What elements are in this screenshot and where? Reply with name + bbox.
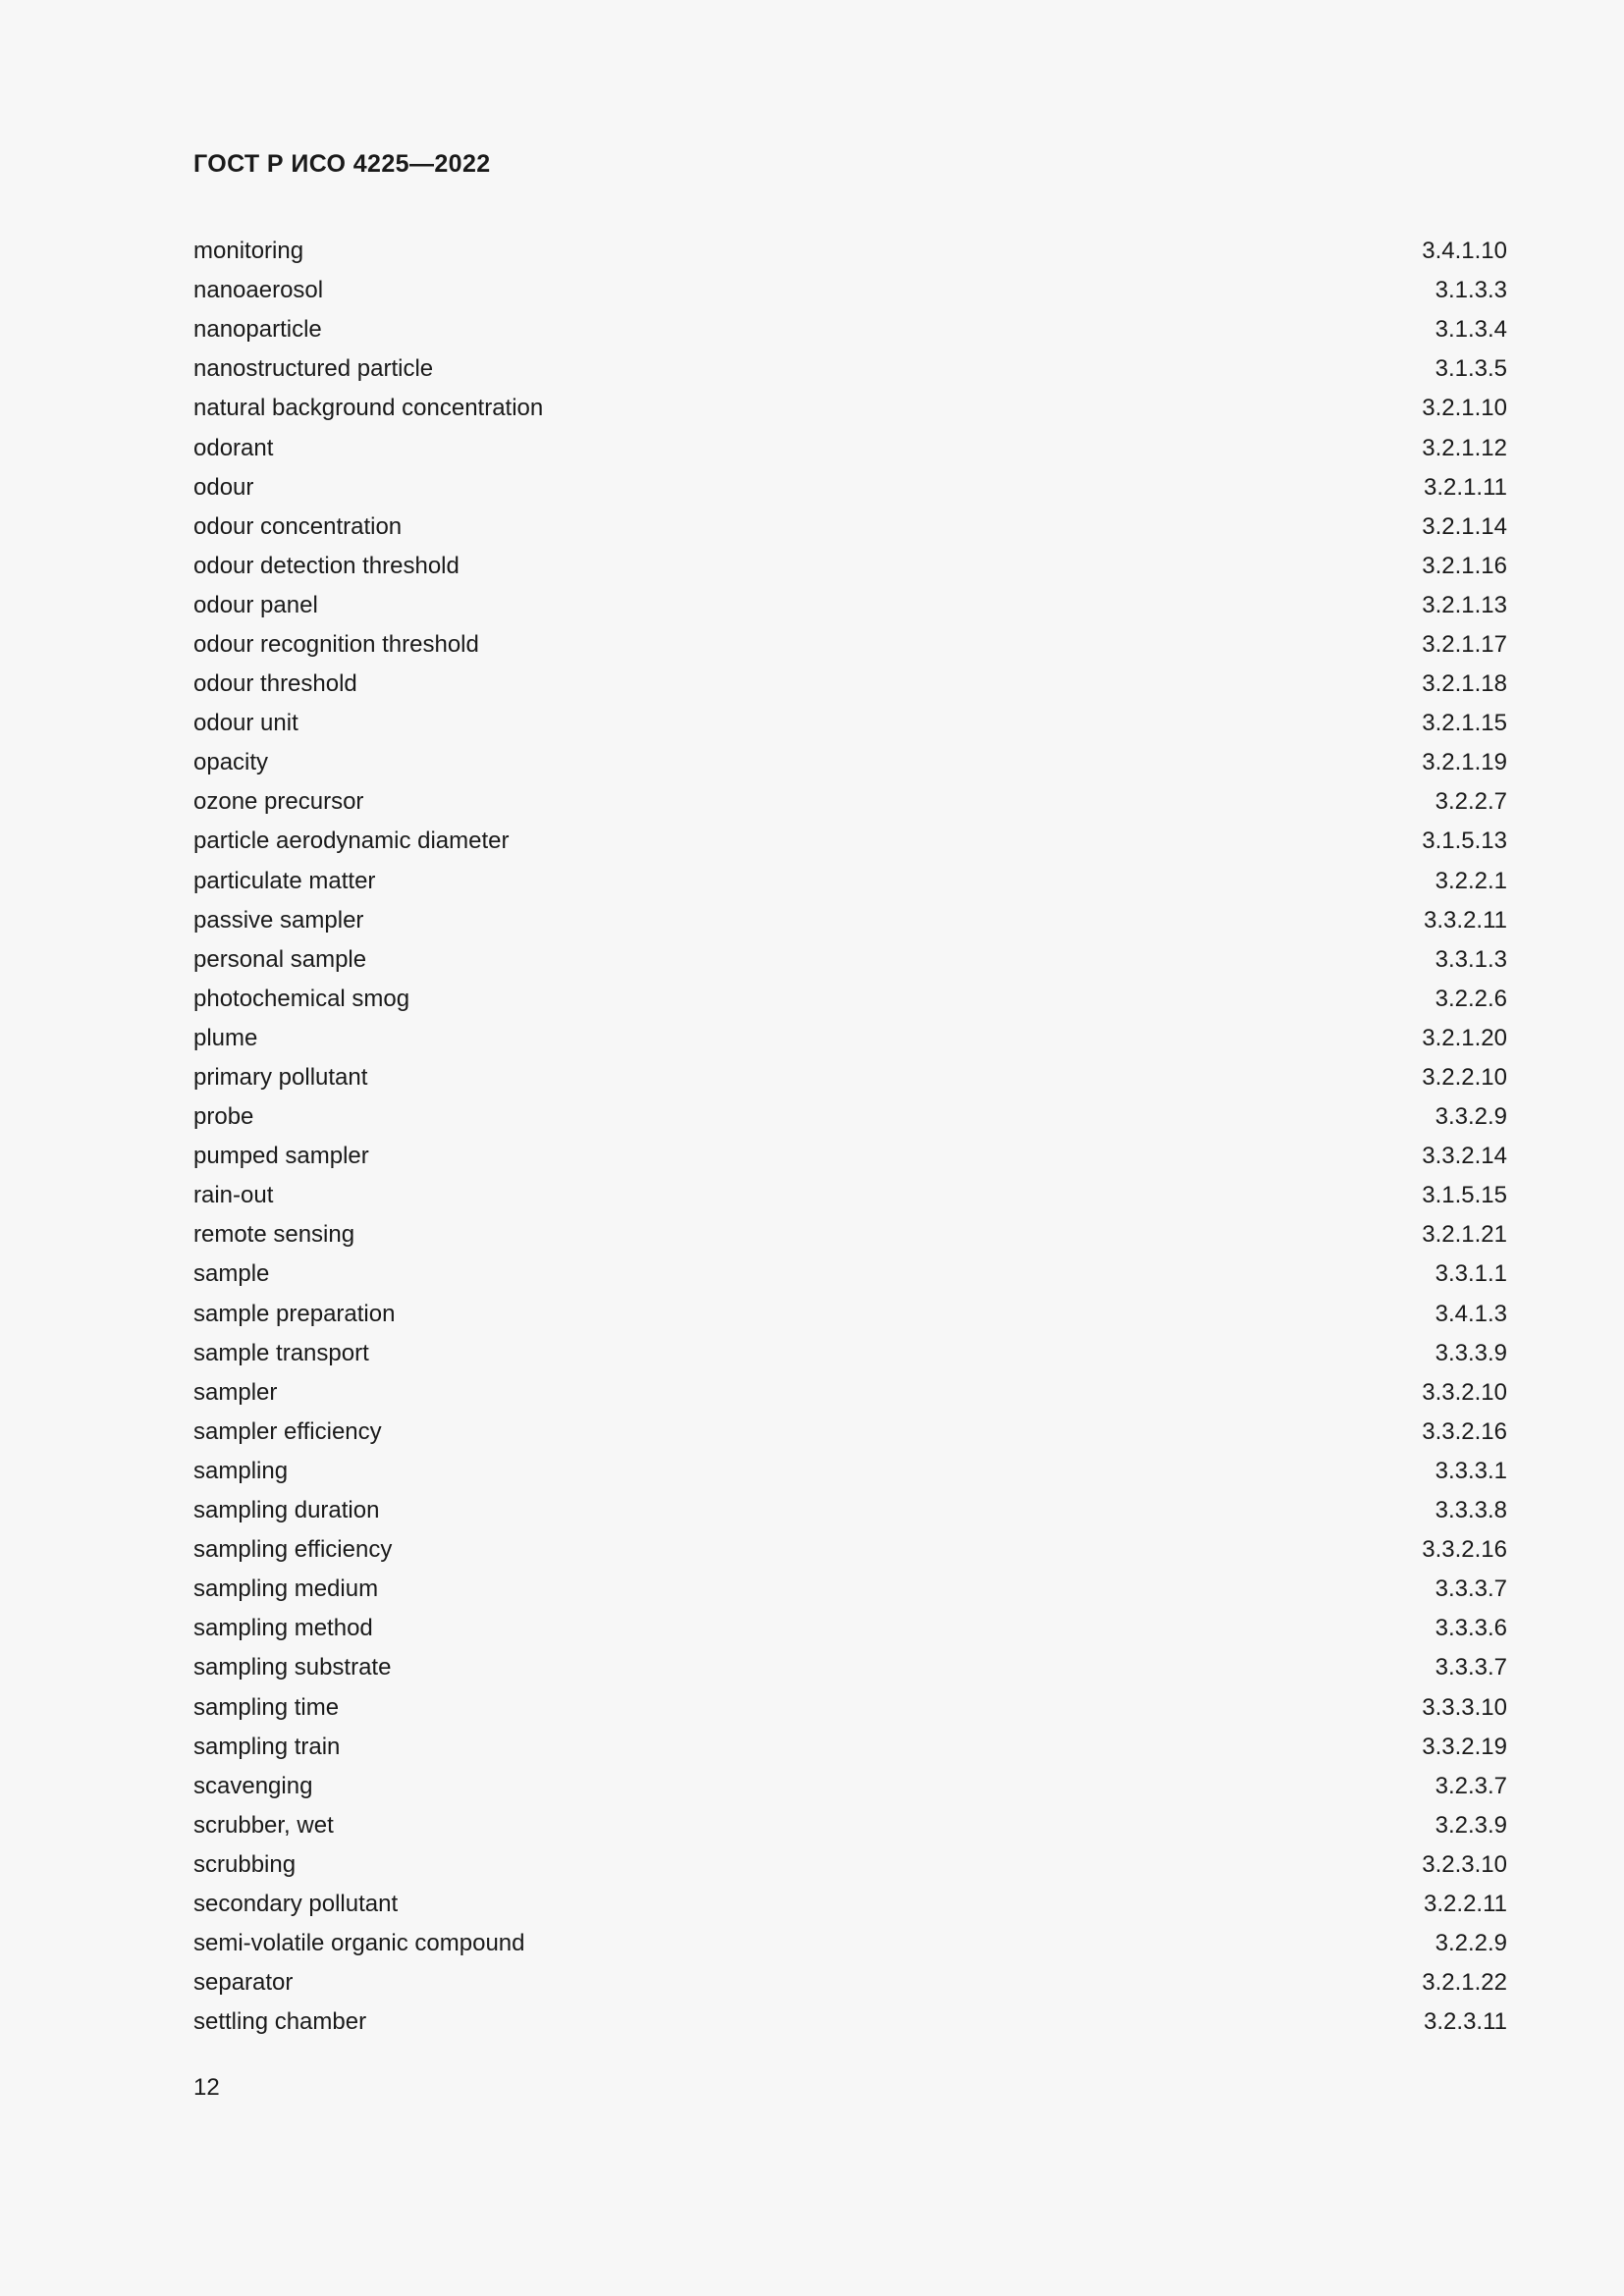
index-section-reference: 3.2.2.11: [1424, 1890, 1507, 1917]
index-section-reference: 3.3.2.19: [1422, 1733, 1507, 1760]
index-section-reference: 3.3.3.7: [1435, 1654, 1507, 1682]
index-entry: [193, 1963, 1507, 2002]
index-entry: [193, 665, 1507, 704]
index-section-reference: 3.3.2.10: [1422, 1378, 1507, 1406]
index-term: plume: [193, 1024, 258, 1051]
index-section-reference: 3.3.3.8: [1435, 1497, 1507, 1524]
index-entry: [193, 349, 1507, 389]
index-term: odour unit: [193, 710, 298, 737]
index-section-reference: 3.2.2.10: [1422, 1064, 1507, 1092]
index-entry: [193, 428, 1507, 467]
index-entry: [193, 1019, 1507, 1058]
index-section-reference: 3.2.2.6: [1435, 985, 1507, 1012]
index-entry: [193, 901, 1507, 940]
index-term: sampler efficiency: [193, 1417, 382, 1445]
index-section-reference: 3.2.1.13: [1422, 591, 1507, 618]
index-entry: [193, 625, 1507, 665]
index-section-reference: 3.2.1.20: [1422, 1024, 1507, 1051]
index-section-reference: 3.3.1.1: [1435, 1260, 1507, 1288]
index-entry: [193, 1885, 1507, 1924]
index-section-reference: 3.2.2.1: [1435, 867, 1507, 894]
index-section-reference: 3.2.1.18: [1422, 670, 1507, 698]
index-term: odorant: [193, 434, 274, 461]
index-term: scavenging: [193, 1772, 313, 1799]
index-entry: [193, 1530, 1507, 1570]
index-term: odour detection threshold: [193, 552, 460, 579]
index-entry: [193, 1845, 1507, 1885]
index-entry: [193, 2002, 1507, 2042]
index-term: sample: [193, 1260, 270, 1288]
index-entry: [193, 1137, 1507, 1176]
index-section-reference: 3.3.2.16: [1422, 1536, 1507, 1564]
index-entry: [193, 1413, 1507, 1452]
index-term: odour threshold: [193, 670, 357, 698]
index-section-reference: 3.3.3.9: [1435, 1339, 1507, 1366]
index-section-reference: 3.2.2.7: [1435, 788, 1507, 816]
index-section-reference: 3.2.1.16: [1422, 552, 1507, 579]
index-term: sampling train: [193, 1733, 341, 1760]
index-entry: [193, 782, 1507, 822]
index-section-reference: 3.3.1.3: [1435, 945, 1507, 973]
index-entry: [193, 389, 1507, 428]
index-term: photochemical smog: [193, 985, 410, 1012]
index-entry: [193, 940, 1507, 980]
index-entry: [193, 1609, 1507, 1648]
index-entry: [193, 1924, 1507, 1963]
index-entry: [193, 1097, 1507, 1137]
index-term: sampling duration: [193, 1497, 380, 1524]
index-term: sampling method: [193, 1615, 373, 1642]
index-term: rain-out: [193, 1182, 274, 1209]
index-entry: [193, 1687, 1507, 1727]
index-section-reference: 3.2.1.14: [1422, 512, 1507, 540]
index-entry: [193, 468, 1507, 507]
index-section-reference: 3.2.3.11: [1424, 2008, 1507, 2036]
index-entry: [193, 271, 1507, 310]
index-entry: [193, 232, 1507, 271]
index-section-reference: 3.1.5.15: [1422, 1182, 1507, 1209]
index-section-reference: 3.3.3.6: [1435, 1615, 1507, 1642]
index-term: odour panel: [193, 591, 318, 618]
index-term: sample transport: [193, 1339, 369, 1366]
index-term: personal sample: [193, 945, 367, 973]
index-section-reference: 3.3.2.14: [1422, 1143, 1507, 1170]
index-term: semi-volatile organic compound: [193, 1930, 525, 1957]
index-entry: [193, 1176, 1507, 1215]
index-entry: [193, 1570, 1507, 1609]
index-section-reference: 3.2.2.9: [1435, 1930, 1507, 1957]
index-section-reference: 3.2.1.19: [1422, 749, 1507, 776]
index-section-reference: 3.2.3.10: [1422, 1850, 1507, 1878]
index-entry: [193, 1373, 1507, 1413]
index-entry: [193, 1215, 1507, 1255]
index-section-reference: 3.3.3.10: [1422, 1693, 1507, 1721]
index-section-reference: 3.3.2.11: [1424, 906, 1507, 934]
index-section-reference: 3.3.3.1: [1435, 1457, 1507, 1484]
index-entry: [193, 704, 1507, 743]
index-entry: [193, 1648, 1507, 1687]
index-section-reference: 3.4.1.3: [1435, 1300, 1507, 1327]
page-number: 12: [193, 2074, 220, 2101]
index-term: particle aerodynamic diameter: [193, 828, 510, 855]
index-entry: [193, 1767, 1507, 1806]
index-entry: [193, 862, 1507, 901]
index-term: sampling time: [193, 1693, 340, 1721]
index-section-reference: 3.2.1.17: [1422, 630, 1507, 658]
index-entry: [193, 1452, 1507, 1491]
index-term: settling chamber: [193, 2008, 367, 2036]
index-term: sampling efficiency: [193, 1536, 393, 1564]
index-term: scrubbing: [193, 1850, 297, 1878]
index-section-reference: 3.3.2.16: [1422, 1417, 1507, 1445]
index-entry: [193, 1728, 1507, 1767]
index-term: opacity: [193, 749, 269, 776]
index-section-reference: 3.2.1.22: [1422, 1969, 1507, 1997]
index-section-reference: 3.2.1.11: [1424, 473, 1507, 501]
index-entry: [193, 1334, 1507, 1373]
index-entry: [193, 1295, 1507, 1334]
index-term: odour: [193, 473, 254, 501]
index-section-reference: 3.1.3.5: [1435, 355, 1507, 383]
index-entry: [193, 507, 1507, 547]
index-entry: [193, 310, 1507, 349]
index-term: secondary pollutant: [193, 1890, 399, 1917]
index-entry: [193, 586, 1507, 625]
index-term: odour recognition threshold: [193, 630, 479, 658]
index-term: particulate matter: [193, 867, 376, 894]
index-term: separator: [193, 1969, 294, 1997]
index-entry: [193, 822, 1507, 861]
index-term: odour concentration: [193, 512, 403, 540]
index-term: sampling medium: [193, 1575, 379, 1603]
index-entry: [193, 1058, 1507, 1097]
index-section-reference: 3.2.1.10: [1422, 395, 1507, 422]
index-term: sampling: [193, 1457, 289, 1484]
index-term: primary pollutant: [193, 1064, 368, 1092]
index-term: remote sensing: [193, 1221, 355, 1249]
index-term: ozone precursor: [193, 788, 364, 816]
document-header-title: ГОСТ Р ИСО 4225—2022: [193, 150, 491, 178]
index-entry: [193, 1255, 1507, 1294]
index-section-reference: 3.2.1.12: [1422, 434, 1507, 461]
index-section-reference: 3.1.3.4: [1435, 316, 1507, 344]
index-section-reference: 3.1.3.3: [1435, 277, 1507, 304]
index-term: pumped sampler: [193, 1143, 369, 1170]
index-term: nanoaerosol: [193, 277, 324, 304]
index-entry: [193, 743, 1507, 782]
index-term: probe: [193, 1103, 254, 1131]
index-term: monitoring: [193, 238, 304, 265]
index-term: sampler: [193, 1378, 278, 1406]
index-term: nanostructured particle: [193, 355, 434, 383]
index-section-reference: 3.2.1.15: [1422, 710, 1507, 737]
index-entry: [193, 1806, 1507, 1845]
index-section-reference: 3.4.1.10: [1422, 238, 1507, 265]
index-term: sampling substrate: [193, 1654, 392, 1682]
index-term: natural background concentration: [193, 395, 544, 422]
index-section-reference: 3.1.5.13: [1422, 828, 1507, 855]
index-term: scrubber, wet: [193, 1811, 334, 1839]
index-section-reference: 3.2.1.21: [1422, 1221, 1507, 1249]
index-term: sample preparation: [193, 1300, 396, 1327]
index-entry: [193, 547, 1507, 586]
index-entry: [193, 1491, 1507, 1530]
index-term: passive sampler: [193, 906, 364, 934]
index-section-reference: 3.2.3.7: [1435, 1772, 1507, 1799]
index-entry: [193, 980, 1507, 1019]
index-section-reference: 3.3.2.9: [1435, 1103, 1507, 1131]
index-section-reference: 3.2.3.9: [1435, 1811, 1507, 1839]
index-section-reference: 3.3.3.7: [1435, 1575, 1507, 1603]
index-term: nanoparticle: [193, 316, 322, 344]
alphabetical-term-index: [193, 232, 1507, 2042]
